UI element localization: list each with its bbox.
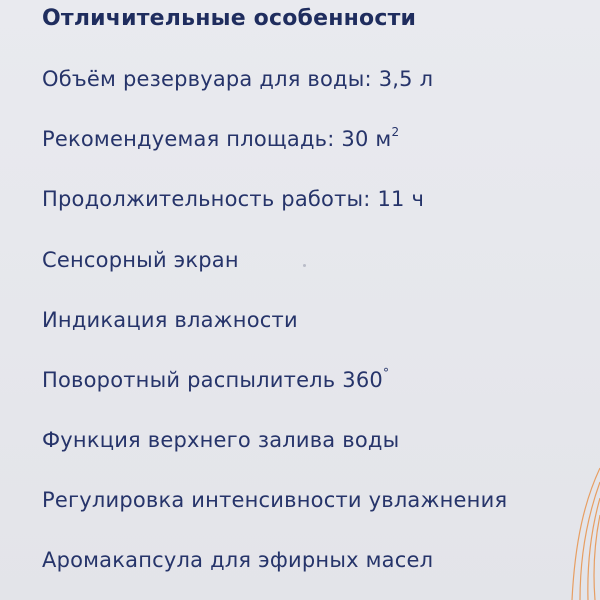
feature-text: Индикация влажности: [42, 308, 298, 332]
feature-text: Сенсорный экран: [42, 248, 239, 272]
feature-text: Продолжительность работы: 11 ч: [42, 187, 425, 211]
feature-text: Поворотный распылитель 360: [42, 368, 383, 392]
feature-text: Функция верхнего залива воды: [42, 428, 400, 452]
feature-item-humidity-indicator: [42, 308, 298, 332]
feature-item-tank-volume: [42, 67, 433, 91]
feature-text: Рекомендуемая площадь: 30 м: [42, 127, 392, 151]
decorative-dot: [303, 264, 306, 267]
decorative-curves: [530, 460, 600, 600]
section-heading: Отличительные особенности: [42, 6, 417, 31]
feature-text: Регулировка интенсивности увлажнения: [42, 488, 508, 512]
feature-text: Объём резервуара для воды: 3,5 л: [42, 67, 434, 91]
feature-item-aroma-capsule: [42, 548, 433, 572]
feature-item-intensity-control: [42, 488, 507, 512]
feature-superscript: °: [382, 366, 390, 380]
feature-text: Аромакапсула для эфирных масел: [42, 548, 434, 572]
feature-item-top-fill: [42, 428, 399, 452]
feature-superscript: 2: [391, 125, 400, 139]
feature-item-runtime: [42, 187, 424, 211]
feature-item-area: [42, 127, 399, 151]
feature-item-rotating-sprayer: [42, 368, 389, 392]
feature-item-touch-screen: [42, 248, 239, 272]
